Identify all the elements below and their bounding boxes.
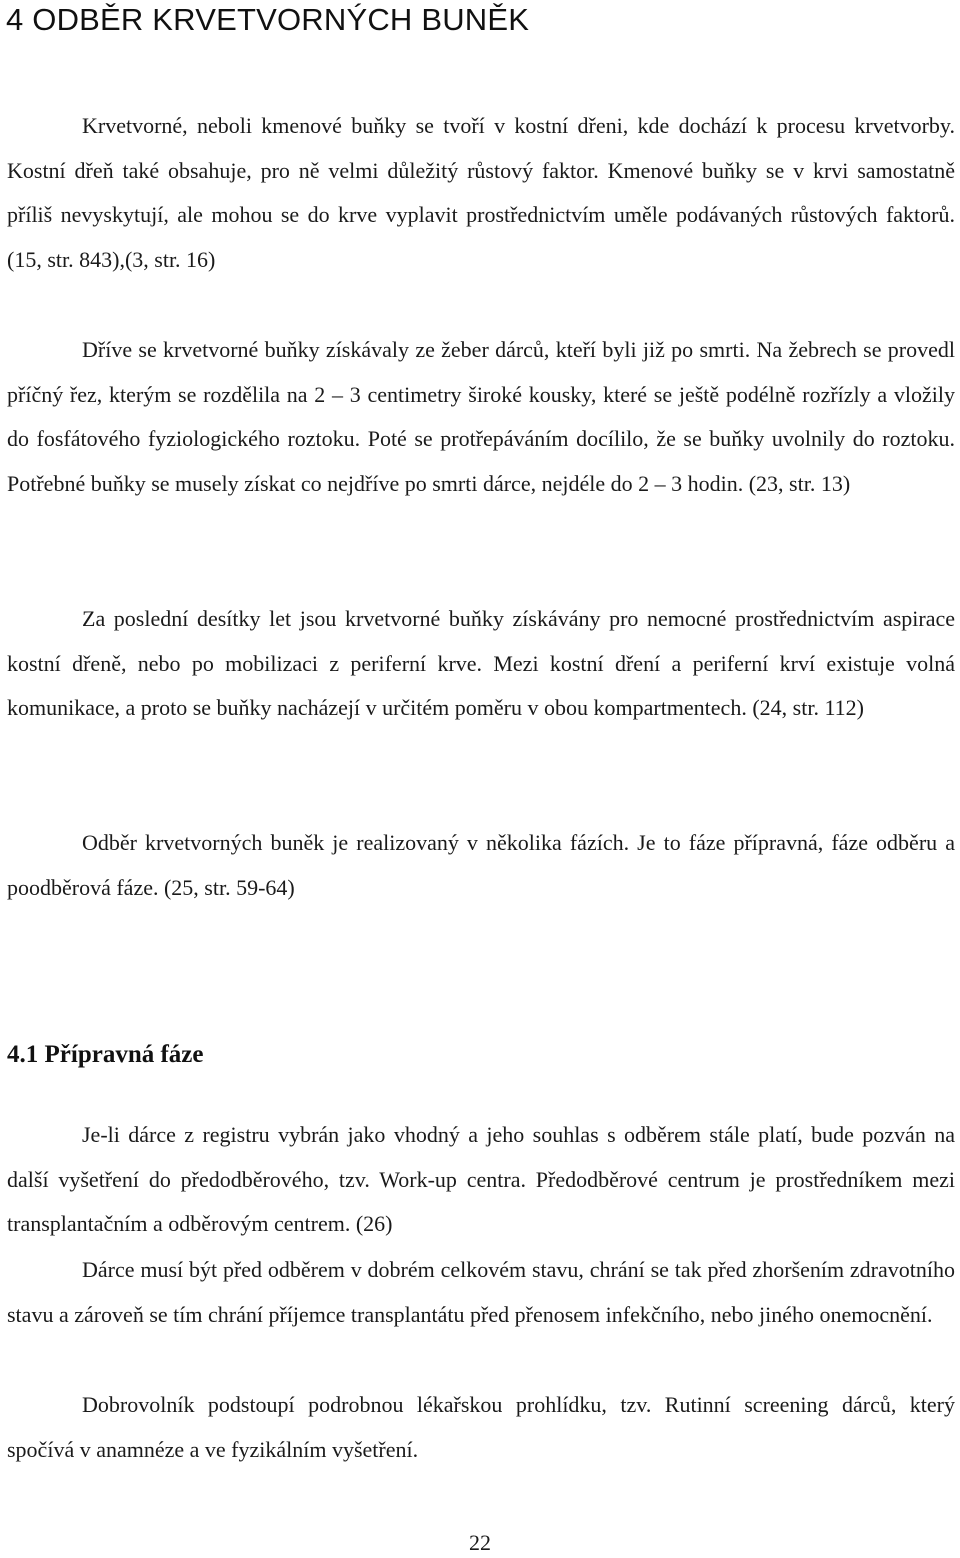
page-number: 22 — [469, 1530, 491, 1555]
paragraph-medical-exam: Dobrovolník podstoupí podrobnou lékařskou prohlídku, tzv. Rutinní screening dárců, který spočívá v anamnéze a ve fyzikálním vyšetření. — [7, 1392, 955, 1462]
paragraph-phases: Odběr krvetvorných buněk je realizovaný v několika fázích. Je to fáze přípravná, fáze odběru a poodběrová fáze. (25, str. 59-64) — [7, 830, 955, 900]
paragraph-hematopoietic-cells: Krvetvorné, neboli kmenové buňky se tvoří v kostní dřeni, kde dochází k procesu krvetvorby. Kostní dřeň také obsahuje, pro ně velmi důležitý růstový faktor. Kmenové buňky se v krvi samostatně příliš nevyskytují, ale mohou se do krve vyplavit prostřednictvím uměle podávaných růstových faktorů. (15, str. 843),(3, str. 16) — [7, 113, 955, 272]
section-heading: 4.1 Přípravná fáze — [7, 1041, 204, 1068]
paragraph-donor-health: Dárce musí být před odběrem v dobrém celkovém stavu, chrání se tak před zhoršením zdravotního stavu a zároveň se tím chrání příjemce transplantátu před přenosem infekčního, nebo jiného onemocnění. — [7, 1257, 955, 1327]
paragraph-rib-harvest: Dříve se krvetvorné buňky získávaly ze žeber dárců, kteří byli již po smrti. Na žebrech se provedl příčný řez, kterým se rozdělila na 2 – 3 centimetry široké kousky, které se ještě podélně rozřízly a vložily do fosfátového fyziologického roztoku. Poté se protřepáváním docílilo, že se buňky uvolnily do roztoku. Potřebné buňky se musely získat co nejdříve po smrti dárce, nejdéle do 2 – 3 hodin. (23, str. 13) — [7, 337, 955, 496]
chapter-heading: 4 ODBĚR KRVETVORNÝCH BUNĚK — [6, 2, 530, 37]
paragraph-aspiration: Za poslední desítky let jsou krvetvorné buňky získávány pro nemocné prostřednictvím aspirace kostní dřeně, nebo po mobilizaci z periferní krve. Mezi kostní dření a periferní krví existuje volná komunikace, a proto se buňky nacházejí v určitém poměru v obou kompartmentech. (24, str. 112) — [7, 606, 955, 721]
paragraph-registry-donor: Je-li dárce z registru vybrán jako vhodný a jeho souhlas s odběrem stále platí, bude pozván na další vyšetření do předodběrového, tzv. Work-up centra. Předodběrové centrum je prostředníkem mezi transplantačním a odběrovým centrem. (26) — [7, 1122, 955, 1237]
